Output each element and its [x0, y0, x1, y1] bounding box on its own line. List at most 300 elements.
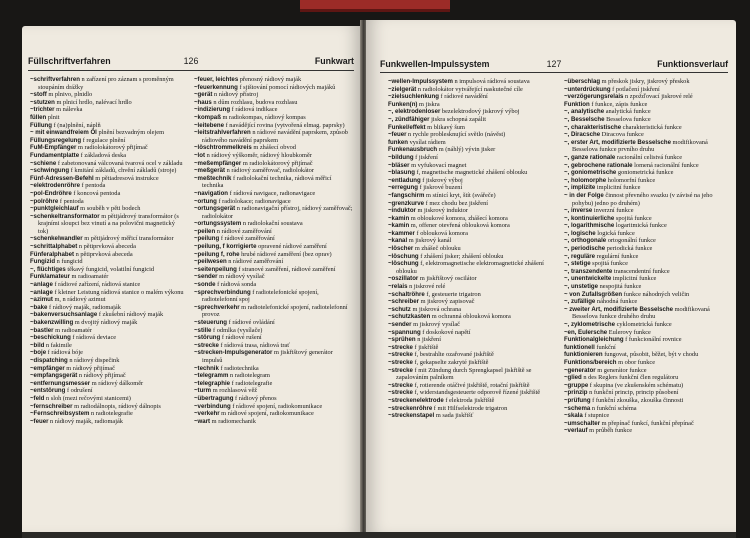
dictionary-entry — [388, 139, 556, 147]
entry-translation: f jiskřiště — [412, 343, 439, 351]
entry-translation: charakteristická funkce — [621, 123, 682, 131]
dictionary-entry — [388, 329, 556, 337]
entry-translation: n radiotelegram — [228, 372, 270, 380]
dictionary-entry — [388, 405, 556, 413]
entry-translation: m nálevka — [54, 106, 83, 114]
entry-translation: f, gekapselte zakryté jiskřiště — [412, 358, 489, 366]
dictionary-entry — [388, 101, 556, 109]
dictionary-entry — [564, 336, 730, 344]
dictionary-entry — [388, 177, 556, 185]
entry-headword: ~fernschreiber — [30, 402, 73, 410]
entry-headword: ~peilung, f korrigierte — [194, 243, 257, 251]
entry-translation: f rádiová sonda — [215, 281, 257, 289]
entry-headword: ~dispatching — [30, 356, 68, 364]
entry-headword: ~, zündfähiger — [388, 115, 430, 123]
entry-translation: f rádiové zařízení, rádiová stanice — [52, 281, 141, 289]
entry-headword: ~haus — [194, 98, 212, 106]
dictionary-entry — [30, 182, 186, 190]
dictionary-entry — [564, 131, 730, 139]
dictionary-entry — [30, 273, 186, 281]
dictionary-entry — [388, 154, 556, 162]
dictionary-entry — [564, 78, 730, 86]
entry-translation: Besselova funkce — [604, 115, 651, 123]
entry-translation: plnění bezvadným olejem — [96, 129, 165, 137]
entry-headword: ~sprühen — [388, 336, 416, 344]
entry-translation: f, gesteuerte trigatron — [424, 290, 481, 298]
entry-headword: Funkenausbruch — [388, 146, 438, 154]
dictionary-entry — [388, 86, 556, 94]
entry-headword: ~spannung — [388, 328, 421, 336]
entry-headword: Funk/amateur — [30, 273, 70, 281]
entry-translation: m, n rádiový azimut — [52, 296, 106, 304]
entry-headword: ~, zufällige — [564, 298, 596, 306]
dictionary-entry — [194, 266, 354, 274]
entry-headword: funken — [388, 138, 408, 146]
entry-translation: n rychle problesknující světlo (návěst) — [406, 131, 506, 139]
dictionary-entry — [388, 359, 556, 367]
dictionary-entry — [564, 268, 730, 276]
entry-translation: m souběh v pěti bodech — [78, 205, 141, 213]
entry-headword: ~wart — [194, 417, 211, 425]
entry-headword: ~ von Zufallsgrößen — [564, 290, 623, 298]
entry-translation: cyklometrická funkce — [614, 321, 672, 328]
entry-headword: ~schutzkasten — [388, 313, 431, 321]
dictionary-entry — [388, 275, 556, 283]
entry-headword: FuM-Empfänger — [30, 144, 77, 152]
entry-headword: ~entladung — [388, 176, 421, 184]
entry-headword: ~oszillator — [388, 275, 419, 283]
entry-headword: ~, logarithmische — [564, 222, 615, 230]
dictionary-entry — [388, 124, 556, 132]
entry-translation: f navádějící rovina (vytvořená elmag. paprsky) — [223, 121, 345, 129]
dictionary-entry — [30, 243, 186, 251]
entry-headword: ~bastler — [30, 326, 54, 334]
entry-translation: regulární funkce — [595, 252, 639, 260]
dictionary-entry — [388, 313, 556, 321]
entry-headword: Füllung — [30, 121, 52, 129]
entry-headword: ~indizierung — [194, 106, 231, 114]
entry-headword: ~, holomorphe — [564, 176, 607, 184]
dictionary-entry — [564, 215, 730, 223]
entry-headword: ~meßempfänger — [194, 159, 242, 167]
right-page-number: 127 — [546, 59, 562, 69]
dictionary-entry — [388, 116, 556, 124]
entry-headword: ~bakenversuchsanlage — [30, 311, 98, 319]
dictionary-entry — [388, 321, 556, 329]
entry-headword: ~, inverse — [564, 207, 593, 215]
entry-translation: f kmitání základů, chvění základů (stroje) — [69, 167, 177, 175]
dictionary-entry — [30, 319, 186, 327]
right-page-header — [380, 59, 728, 73]
dictionary-entry — [194, 349, 354, 364]
entry-translation: f rádiové navádění — [438, 93, 488, 101]
entry-translation: činnost převného svazku (v závisé na jeho pohybu) jedno po druhém) — [572, 191, 713, 207]
dictionary-entry — [30, 403, 186, 411]
entry-headword: ~sender — [194, 273, 218, 281]
dictionary-entry — [388, 283, 556, 291]
dictionary-entry — [388, 162, 556, 170]
entry-headword: ~strecke — [388, 358, 413, 366]
entry-translation: modifikovaná Besselova funkce druhého druhu — [572, 305, 710, 321]
entry-headword: ~telegraphie — [194, 379, 231, 387]
entry-headword: ~überschlag — [564, 78, 601, 85]
entry-translation: m jiskra — [417, 100, 440, 108]
entry-translation: f kleiner Leistung rádiová stanice o malém výkonu — [52, 288, 184, 296]
entry-headword: ~prinzip — [564, 389, 588, 397]
entry-translation: m plnicí hrdlo, nalévací hrdlo — [54, 98, 132, 106]
entry-translation: funkce náhodných veličin — [622, 290, 690, 298]
dictionary-entry — [564, 344, 730, 352]
entry-translation: m vyfukovací magnet — [409, 161, 467, 169]
entry-translation: m jiskrový kanál — [407, 237, 452, 245]
dictionary-entry — [564, 374, 730, 382]
entry-translation: f radiotelegrafie — [230, 379, 273, 387]
entry-translation: f funkcionální rovnice — [623, 336, 682, 344]
dictionary-entry — [388, 207, 556, 215]
entry-headword: ~bildung — [388, 153, 414, 161]
dictionary-entry — [194, 304, 354, 319]
entry-headword: ~sprechverbindung — [194, 288, 251, 296]
dictionary-entry — [30, 311, 186, 319]
dictionary-entry — [388, 200, 556, 208]
entry-translation: n rádiový dispečink — [67, 356, 120, 364]
entry-headword: ~schriftverfahren — [30, 76, 80, 83]
dictionary-entry — [194, 129, 354, 144]
entry-headword: ~, logische — [564, 229, 596, 237]
entry-translation: n fakimile — [44, 341, 72, 349]
entry-translation: f rádiové ovládání — [227, 319, 275, 326]
entry-headword: ~kanal — [388, 237, 408, 245]
dictionary-entry — [30, 365, 186, 373]
book-bottom-edge — [22, 532, 736, 538]
dictionary-entry — [388, 169, 556, 177]
entry-translation: opravené rádiové zaměření — [256, 243, 327, 251]
dictionary-entry — [30, 114, 186, 122]
dictionary-entry — [30, 235, 186, 243]
dictionary-entry — [564, 351, 730, 359]
dictionary-entry — [388, 291, 556, 299]
entry-headword: Füllungsregelung — [30, 136, 82, 144]
entry-translation: m rádiové spojení, radiokomunikace — [219, 410, 314, 418]
dictionary-entry — [30, 198, 186, 206]
dictionary-entry — [30, 175, 186, 183]
entry-headword: ~leitebene — [194, 121, 224, 129]
entry-translation: f mit Hilfselektrode trigatron — [432, 404, 508, 412]
entry-headword: ~, erster Art, modifizierte Besselsche — [564, 138, 671, 146]
dictionary-entry — [30, 190, 186, 198]
entry-headword: ~navigation — [194, 189, 229, 197]
dictionary-entry — [388, 344, 556, 352]
entry-translation: f, magnetische magnetické zhášení oblouku — [414, 169, 528, 177]
dictionary-entry — [564, 245, 730, 253]
entry-headword: ~schrittalphabet — [30, 243, 78, 251]
entry-headword: ~, unstetige — [564, 283, 599, 291]
entry-headword: ~, Diracsche — [564, 131, 601, 139]
dictionary-entry — [388, 146, 556, 154]
dictionary-entry — [564, 420, 730, 428]
entry-translation: f radiotelefonické spojení, radiotelefonní spoj — [202, 288, 319, 304]
entry-translation: m radiokompas, rádiový kompas — [220, 113, 306, 121]
entry-translation: f pentoda — [58, 197, 84, 205]
entry-translation: m sada jiskřišť — [434, 412, 474, 420]
entry-headword: ~beschickung — [30, 334, 71, 342]
dictionary-entry — [564, 207, 730, 215]
entry-headword: ~strecke — [388, 351, 413, 359]
dictionary-entry — [194, 144, 354, 152]
dictionary-entry — [194, 410, 354, 418]
dictionary-entry — [388, 222, 556, 230]
entry-headword: ~, reguläre — [564, 252, 595, 260]
entry-headword: ~empfänger — [30, 364, 65, 372]
entry-headword: ~lot — [194, 151, 206, 159]
entry-headword: ~strecke — [388, 343, 413, 351]
entry-headword: Fünferalphabet — [30, 250, 75, 258]
entry-headword: ~, charakteristische — [564, 123, 622, 131]
entry-translation: f rádiová deviace — [70, 334, 117, 342]
entry-headword: ~ in der Folge — [564, 191, 604, 199]
entry-translation: f oblouková komora — [414, 229, 468, 237]
entry-headword: ~störung — [194, 334, 221, 342]
dictionary-entry — [194, 251, 354, 259]
entry-translation: vysílat rádiem — [407, 138, 446, 146]
entry-headword: ~löschung — [388, 260, 419, 268]
entry-translation: m jiskřištový generátor impulsů — [202, 349, 333, 364]
entry-translation: fungovat, působit, běžet, být v chodu — [602, 351, 699, 359]
entry-translation: n fungicid — [55, 258, 83, 266]
entry-translation: m obloukové komora, zhášecí komora — [409, 214, 508, 222]
entry-translation: spojitá funkce — [614, 214, 652, 222]
dictionary-entry — [30, 410, 186, 418]
entry-translation: f radiolokační technika, rádiová měřicí technika — [202, 174, 332, 190]
dictionary-entry — [564, 260, 730, 268]
entry-headword: ~sonde — [194, 281, 216, 289]
entry-translation: n rádiový maják, radiomaják — [48, 417, 123, 425]
entry-translation: m ochranná oblouková komora — [430, 313, 511, 321]
dictionary-entry — [194, 258, 354, 266]
entry-headword: ~streckenstapel — [388, 412, 435, 420]
entry-headword: ~, zyklometrische — [564, 321, 615, 328]
entry-translation: m jiskrová ochrana — [410, 305, 462, 313]
entry-headword: ~unterdrückung — [564, 85, 611, 93]
entry-translation: logická funkce — [595, 229, 635, 237]
dictionary-entry — [30, 372, 186, 380]
entry-translation: m přepínač funkcí, funkční přepínač — [600, 419, 694, 427]
entry-headword: ~feuer, leichtes — [194, 76, 239, 83]
entry-headword: ~gruppe — [564, 381, 589, 389]
entry-translation: n zařízení pro záznam s proměnným stoupáním drážky — [38, 76, 174, 91]
dictionary-entry — [194, 342, 354, 350]
dictionary-entry — [564, 192, 730, 207]
dictionary-entry — [30, 137, 186, 145]
entry-headword: Fünf-Adressen-Befehl — [30, 174, 94, 182]
entry-headword: ~elektrodenröhre — [30, 182, 80, 190]
dictionary-entry — [30, 99, 186, 107]
entry-headword: ~schutz — [388, 305, 411, 313]
entry-headword: ~verzögerungsrelais — [564, 93, 624, 101]
entry-translation: f zabetonovaná válcovaná tvarová ocel v základu — [56, 159, 183, 167]
entry-translation: m rádiový vysílač — [217, 273, 265, 281]
entry-headword: ~entfernungsmesser — [30, 379, 91, 387]
entry-translation: f odrušení — [65, 387, 93, 395]
dictionary-entry — [30, 357, 186, 365]
dictionary-entry — [564, 124, 730, 132]
left-header-guide-word-last: Funkwart — [314, 56, 354, 66]
dictionary-entry — [388, 230, 556, 238]
dictionary-entry — [30, 304, 186, 312]
entry-translation: n zpožďovací jiskrové relé — [623, 93, 693, 101]
entry-headword: ~, orthogonale — [564, 237, 607, 245]
entry-translation: f rádiový maják, radiomaják — [47, 303, 121, 311]
dictionary-entry — [194, 365, 354, 373]
dictionary-entry — [194, 106, 354, 114]
dictionary-entry — [30, 289, 186, 297]
entry-headword: ~, analytische — [564, 108, 605, 116]
entry-translation: f funkce, zápis funkce — [589, 100, 648, 108]
entry-headword: Funktion — [564, 100, 590, 108]
entry-translation: f základová deska — [79, 151, 127, 159]
dictionary-entry — [564, 367, 730, 375]
dictionary-entry — [30, 349, 186, 357]
entry-headword: ~trichter — [30, 106, 55, 114]
entry-headword: ~kompaß — [194, 113, 221, 121]
entry-translation: Eulerovy funkce — [607, 328, 651, 336]
entry-translation: m rádiový přijímač — [64, 364, 115, 372]
left-page-header — [28, 56, 354, 70]
dictionary-entry — [564, 230, 730, 238]
entry-headword: ~, unentwickelte — [564, 275, 612, 283]
dictionary-entry — [388, 93, 556, 101]
entry-translation: n radiotelegrafie — [89, 410, 133, 418]
entry-translation: f sjištování pomocí rádiových majáků — [237, 83, 336, 91]
entry-headword: Fungizid — [30, 258, 56, 266]
entry-translation: spojitá funkce — [590, 260, 628, 268]
right-header-rule — [380, 72, 728, 73]
entry-headword: ~löschung — [388, 252, 419, 260]
dictionary-entry — [388, 397, 556, 405]
dictionary-entry — [194, 84, 354, 92]
entry-translation: f radiolokace; radionavigace — [216, 197, 291, 205]
entry-translation: analytická funkce — [604, 108, 651, 116]
entry-translation: těkavý fungicid, volatilní fungicid — [65, 265, 154, 273]
entry-headword: ~zielsuchlenkung — [388, 93, 439, 101]
entry-translation: n pětiprvková abeceda — [77, 243, 136, 251]
entry-translation: f zkušební rádiový maják — [97, 311, 164, 319]
dictionary-entry — [30, 167, 186, 175]
entry-translation: m pětijádrový transformátor (s krajními sloupci bez vinutí a na polovični magnetický tok) — [38, 212, 179, 235]
entry-headword: ~prüfung — [564, 396, 591, 404]
entry-headword: ~ortungssystem — [194, 220, 242, 228]
dictionary-entry — [194, 114, 354, 122]
entry-headword: ~seitenpeilung — [194, 265, 237, 273]
entry-headword: ~strecke — [388, 381, 413, 389]
entry-headword: ~löscher — [388, 245, 414, 253]
dictionary-entry — [564, 101, 730, 109]
dictionary-entry — [194, 334, 354, 342]
dictionary-entry — [194, 273, 354, 281]
entry-translation: m radioamatér — [53, 326, 92, 334]
entry-translation: m jiskrový vysílač — [411, 321, 461, 328]
entry-translation: m průběh funkce — [587, 427, 633, 435]
entry-translation: implicitní funkce — [595, 184, 641, 192]
entry-translation: f, rotierende otáčivé jiskřiště, rotační jiskřiště — [412, 381, 530, 389]
dictionary-entry — [194, 243, 354, 251]
dictionary-entry — [194, 281, 354, 289]
dictionary-entry — [564, 329, 730, 337]
entry-translation: f stupnice — [582, 412, 610, 420]
dictionary-entry — [564, 184, 730, 192]
dictionary-entry — [194, 152, 354, 160]
entry-headword: ~telegramm — [194, 372, 229, 380]
entry-headword: ~stoff — [30, 91, 47, 99]
entry-headword: ~, flüchtiges — [30, 265, 66, 273]
dictionary-entry — [30, 266, 186, 274]
entry-translation: f jiskření — [413, 153, 438, 161]
entry-translation: goniometrická funkce — [616, 169, 674, 177]
dictionary-entry — [194, 380, 354, 388]
dictionary-entry — [194, 220, 354, 228]
left-header-rule — [28, 70, 354, 71]
entry-translation: f jiskrové buzení — [417, 184, 463, 192]
dictionary-entry — [564, 283, 730, 291]
dictionary-entry — [388, 367, 556, 382]
entry-headword: funktionieren — [564, 351, 603, 359]
entry-translation: m radiolokátorový přijímač — [241, 159, 313, 167]
dictionary-entry — [564, 237, 730, 245]
entry-headword: ~kamin — [388, 222, 410, 230]
entry-headword: ~streckenröhre — [388, 404, 433, 412]
entry-headword: ~grenzkurve — [388, 199, 425, 207]
dictionary-entry — [564, 116, 730, 124]
left-page — [22, 26, 362, 534]
entry-translation: m radiolokátorový přijímač — [76, 144, 148, 152]
entry-headword: ~boje — [30, 349, 47, 357]
dictionary-entry — [30, 281, 186, 289]
entry-translation: m radiomechanik — [210, 417, 256, 425]
entry-headword: ~entstörung — [30, 387, 66, 395]
dictionary-entry — [30, 258, 186, 266]
dictionary-entry — [564, 275, 730, 283]
entry-translation: f stranové zaměření, rádiové zaměření — [236, 265, 336, 273]
entry-headword: ~feuerkennung — [194, 83, 238, 91]
dictionary-entry — [564, 412, 730, 420]
entry-headword: ~leitstrahlverfahren — [194, 129, 251, 137]
dictionary-entry — [30, 342, 186, 350]
entry-headword: ~bläser — [388, 161, 410, 169]
dictionary-entry — [30, 144, 186, 152]
dictionary-entry — [30, 251, 186, 259]
entry-headword: ~relais — [388, 283, 408, 291]
entry-translation: m radiotelefonické spojení, radiotelefonní provoz — [202, 303, 348, 319]
dictionary-entry — [564, 389, 730, 397]
entry-headword: ~kammer — [388, 229, 415, 237]
entry-translation: m, offener otevřená oblouková komora — [409, 222, 510, 230]
entry-headword: Funktions/bereich — [564, 358, 617, 366]
entry-translation: f mez chodu bez jiskření — [424, 199, 489, 207]
entry-headword: ~meßtechnik — [194, 174, 232, 182]
entry-headword: ~feuer — [388, 131, 407, 139]
entry-translation: m pětijádrový měřicí transformátor — [82, 235, 174, 243]
dictionary-entry — [388, 237, 556, 245]
entry-headword: ~ortung — [194, 197, 217, 205]
entry-translation: nespojitá funkce — [598, 283, 642, 291]
entry-headword: ~schwingung — [30, 167, 70, 175]
entry-translation: n rádiový přijímač — [77, 372, 126, 380]
dictionary-entry — [194, 403, 354, 411]
entry-translation: f mit Zündung durch Sprengkapsel jiskřiště se zapalováním palníkem — [396, 366, 532, 382]
entry-translation: f zhášení jisker; zhášení oblouku — [418, 252, 504, 260]
entry-headword: ~schema — [564, 404, 591, 412]
entry-headword: ~schiene — [30, 159, 57, 167]
